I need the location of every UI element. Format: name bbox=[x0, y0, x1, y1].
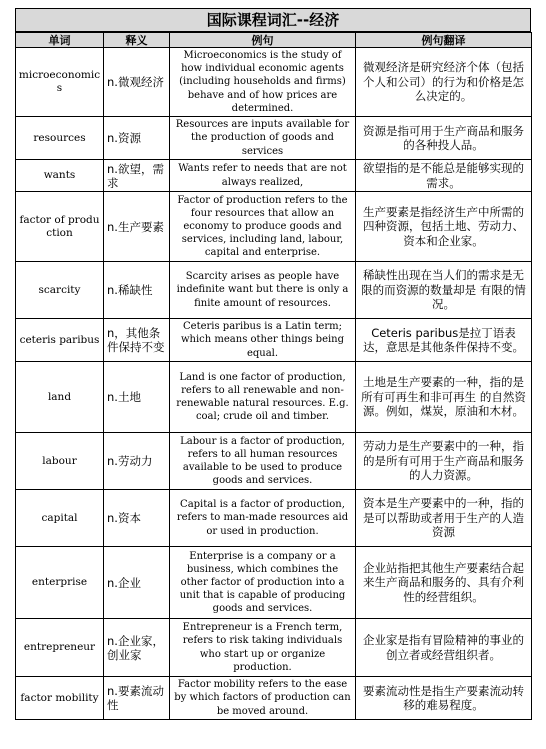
translation-cell: 欲望指的是不能总是能够实现的需求。 bbox=[356, 160, 532, 192]
meaning-cell: n.欲望，需求 bbox=[104, 160, 170, 192]
header-word: 单词 bbox=[16, 33, 104, 48]
page-title: 国际课程词汇--经济 bbox=[15, 8, 531, 32]
example-cell: Land is one factor of production, refers to all renewable and non-renewable natural resources. E.g. coal; crude oil and timber. bbox=[170, 362, 356, 433]
table-row bbox=[16, 490, 532, 547]
table-row bbox=[16, 48, 532, 117]
table-row bbox=[16, 677, 532, 720]
word-cell: factor mobility bbox=[16, 677, 104, 720]
table-row bbox=[16, 262, 532, 319]
word-cell: land bbox=[16, 362, 104, 433]
translation-cell: 稀缺性出现在当人们的需求是无限的而资源的数量却是 有限的情况。 bbox=[356, 262, 532, 319]
meaning-cell: n.要素流动性 bbox=[104, 677, 170, 720]
vocabulary-sheet bbox=[15, 8, 531, 720]
meaning-cell: n.劳动力 bbox=[104, 433, 170, 490]
meaning-cell: n.企业 bbox=[104, 547, 170, 619]
example-cell: Capital is a factor of production, refers to man-made resources aid or used in production. bbox=[170, 490, 356, 547]
translation-cell: 土地是生产要素的一种，指的是所有可再生和非可再生 的自然资源。例如，煤炭，原油和木材。 bbox=[356, 362, 532, 433]
example-cell: Resources are inputs available for the production of goods and services bbox=[170, 117, 356, 160]
table-row bbox=[16, 192, 532, 262]
example-cell: Labour is a factor of production, refers to all human resources available to be used to produce goods and services. bbox=[170, 433, 356, 490]
meaning-cell: n.微观经济 bbox=[104, 48, 170, 117]
vocabulary-table bbox=[15, 32, 532, 720]
word-cell: resources bbox=[16, 117, 104, 160]
header-example: 例句 bbox=[170, 33, 356, 48]
table-header-row bbox=[16, 33, 532, 48]
table-row bbox=[16, 160, 532, 192]
word-cell: scarcity bbox=[16, 262, 104, 319]
example-cell: Scarcity arises as people have indefinite want but there is only a finite amount of resources. bbox=[170, 262, 356, 319]
translation-cell: 劳动力是生产要素中的一种，指的是所有可用于生产商品和服务的人力资源。 bbox=[356, 433, 532, 490]
meaning-cell: n.稀缺性 bbox=[104, 262, 170, 319]
meaning-cell: n.资源 bbox=[104, 117, 170, 160]
translation-cell: 企业站指把其他生产要素结合起来生产商品和服务的、具有介利性的经营组织。 bbox=[356, 547, 532, 619]
table-row bbox=[16, 117, 532, 160]
meaning-cell: n.资本 bbox=[104, 490, 170, 547]
word-cell: ceteris paribus bbox=[16, 319, 104, 362]
word-cell: labour bbox=[16, 433, 104, 490]
word-cell: wants bbox=[16, 160, 104, 192]
translation-cell: Ceteris paribus是拉丁语表达，意思是其他条件保持不变。 bbox=[356, 319, 532, 362]
header-meaning: 释义 bbox=[104, 33, 170, 48]
word-cell: microeconomics bbox=[16, 48, 104, 117]
table-row bbox=[16, 319, 532, 362]
example-cell: Ceteris paribus is a Latin term; which means other things being equal. bbox=[170, 319, 356, 362]
translation-cell: 资本是生产要素中的一种，指的是可以帮助或者用于生产的人造资源 bbox=[356, 490, 532, 547]
meaning-cell: n.土地 bbox=[104, 362, 170, 433]
example-cell: Entrepreneur is a French term, refers to risk taking individuals who start up or organize production. bbox=[170, 619, 356, 677]
translation-cell: 资源是指可用于生产商品和服务的各种投人品。 bbox=[356, 117, 532, 160]
translation-cell: 企业家是指有冒险精神的事业的创立者或经营组织者。 bbox=[356, 619, 532, 677]
table-row bbox=[16, 362, 532, 433]
word-cell: entrepreneur bbox=[16, 619, 104, 677]
translation-cell: 要素流动性是指生产要素流动转移的难易程度。 bbox=[356, 677, 532, 720]
example-cell: Factor mobility refers to the ease by which factors of production can be moved around. bbox=[170, 677, 356, 720]
meaning-cell: n，其他条件保持不变 bbox=[104, 319, 170, 362]
meaning-cell: n.生产要素 bbox=[104, 192, 170, 262]
example-cell: Enterprise is a company or a business, which combines the other factor of production into a unit that is capable of producing goods and services. bbox=[170, 547, 356, 619]
example-cell: Microeconomics is the study of how individual economic agents (including households and firms) behave and of how prices are determined. bbox=[170, 48, 356, 117]
translation-cell: 微观经济是研究经济个体（包括个人和公司）的行为和价格是怎么决定的。 bbox=[356, 48, 532, 117]
example-cell: Factor of production refers to the four resources that allow an economy to produce goods and services, including land, labour, capital and enterprise. bbox=[170, 192, 356, 262]
table-row bbox=[16, 433, 532, 490]
header-translation: 例句翻译 bbox=[356, 33, 532, 48]
table-row bbox=[16, 619, 532, 677]
meaning-cell: n.企业家，创业家 bbox=[104, 619, 170, 677]
table-row bbox=[16, 547, 532, 619]
translation-cell: 生产要素是指经济生产中所需的四种资源，包括土地、劳动力、资本和企业家。 bbox=[356, 192, 532, 262]
word-cell: factor of production bbox=[16, 192, 104, 262]
word-cell: enterprise bbox=[16, 547, 104, 619]
example-cell: Wants refer to needs that are not always realized, bbox=[170, 160, 356, 192]
word-cell: capital bbox=[16, 490, 104, 547]
